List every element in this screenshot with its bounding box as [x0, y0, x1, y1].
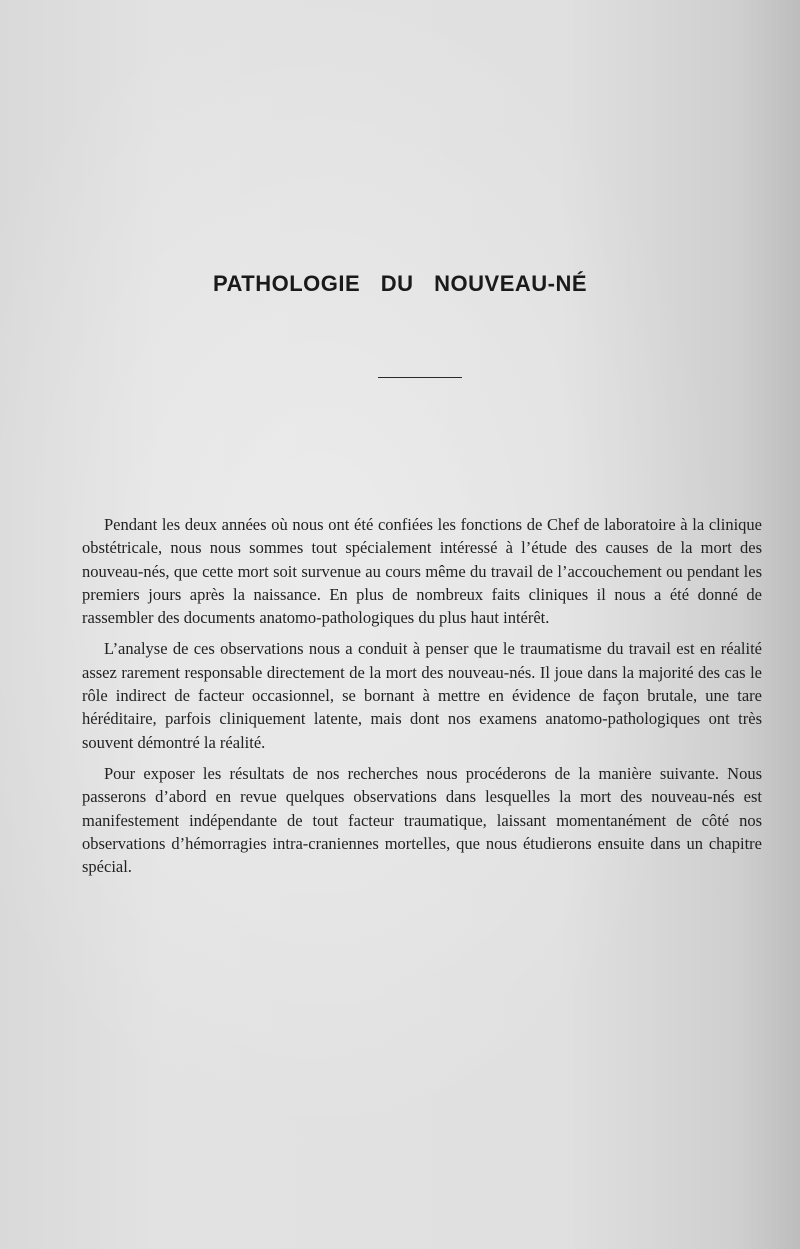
body-text	[82, 513, 762, 886]
paragraph-3: Pour exposer les résultats de nos recherches nous procéderons de la manière suivante. Nous passerons d’abord en revue quelques observations dans lesquelles la mort des nouveau-nés est manifestement indépendante de tout facteur traumatique, laissant momentanément de côté nos observations d’hémorragies intra-craniennes mortelles, que nous étudierons ensuite dans un chapitre spécial.	[82, 763, 762, 877]
paragraph-1: Pendant les deux années où nous ont été confiées les fonctions de Chef de laboratoire à la clinique obstétricale, nous nous sommes tout spécialement intéressé à l’étude des causes de la mort des nouveau-nés, que cette mort soit survenue au cours même du travail de l’accouchement ou pendant les premiers jours après la naissance. En plus de nombreux faits cliniques il nous a été donné de rassembler des documents anatomo-pathologiques du plus haut intérêt.	[82, 515, 762, 628]
title-divider	[378, 377, 462, 378]
page-title: PATHOLOGIE DU NOUVEAU-NÉ	[212, 271, 588, 296]
paragraph-2: L’analyse de ces observations nous a conduit à penser que le traumatisme du travail est en réalité assez rarement responsable directement de la mort des nouveau-nés. Il joue dans la majorité des cas le rôle indirect de facteur occasionnel, se bornant à mettre en évidence de façon brutale, une tare héréditaire, parfois cliniquement latente, mais dont nos examens anatomo-pathologiques ont très souvent démontré la réalité.	[82, 639, 762, 752]
